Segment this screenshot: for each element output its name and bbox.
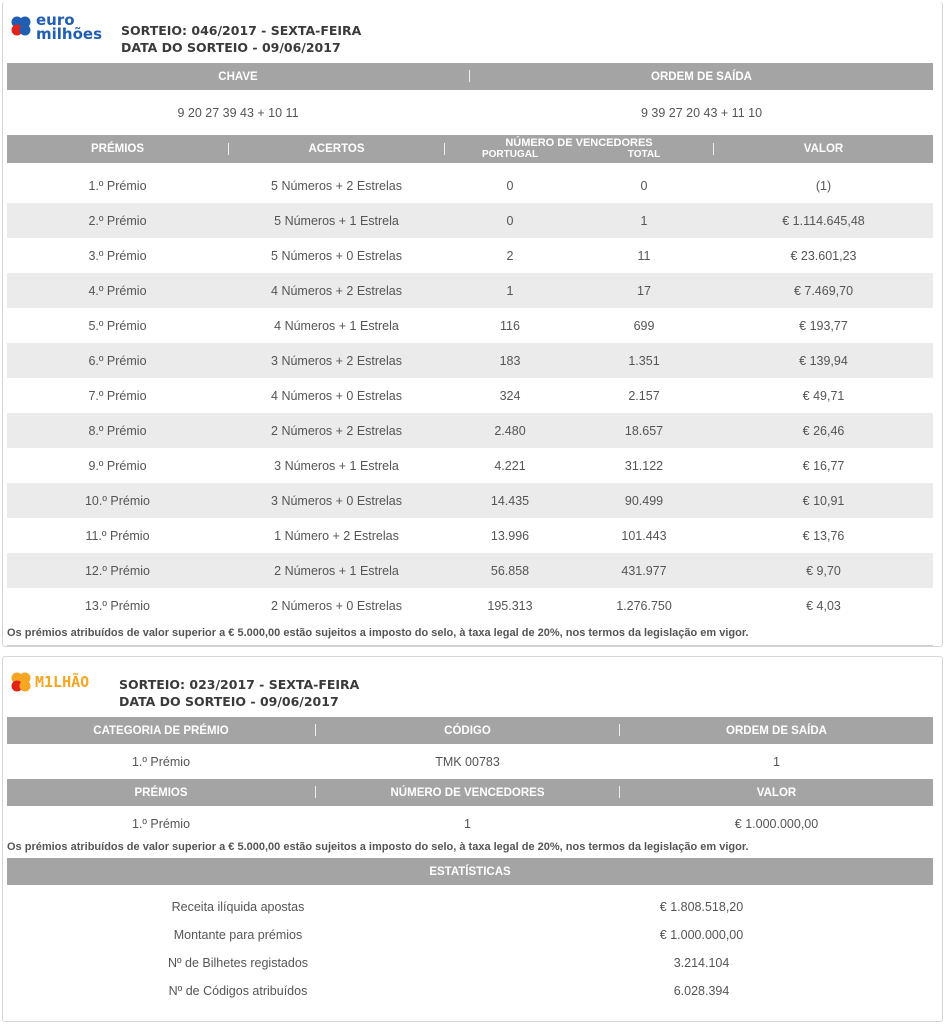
prize-matches: 2 Números + 2 Estrelas	[271, 423, 402, 438]
prize-winners-portugal: 2	[506, 248, 514, 263]
milhao-draw-info	[119, 676, 359, 710]
prize-name: 11.º Prémio	[85, 528, 150, 543]
stats-header-bar	[7, 858, 933, 885]
table-row	[7, 308, 933, 343]
prize-matches: 2 Números + 0 Estrelas	[271, 598, 402, 613]
prize-winners-portugal: 116	[500, 318, 520, 333]
milhao-prize-name: 1.º Prémio	[131, 817, 191, 831]
table-row	[7, 273, 933, 308]
codigo-header: CÓDIGO	[444, 724, 491, 737]
categoria-header: CATEGORIA DE PRÉMIO	[93, 724, 229, 737]
code-categoria: 1.º Prémio	[131, 755, 191, 769]
prize-matches: 3 Números + 1 Estrela	[274, 458, 399, 473]
prize-winners-portugal: 0	[506, 178, 514, 193]
table-row	[7, 483, 933, 518]
table-row	[7, 518, 933, 553]
prize-winners-total: 1.276.750	[616, 598, 672, 613]
prize-name: 13.º Prémio	[84, 598, 150, 613]
table-row	[7, 343, 933, 378]
draw-number: SORTEIO: 046/2017 - SEXTA-FEIRA	[121, 23, 362, 38]
code-value: TMK 00783	[435, 755, 500, 769]
prize-matches: 3 Números + 0 Estrelas	[271, 493, 402, 508]
table-row	[7, 413, 933, 448]
prize-name: 8.º Prémio	[88, 423, 147, 438]
prize-value: € 7.469,70	[793, 283, 854, 298]
prize-name: 10.º Prémio	[84, 493, 150, 508]
prize-winners-portugal: 1	[506, 283, 514, 298]
logo-text-bottom: milhões	[36, 25, 102, 43]
milhao-tax-note: Os prémios atribuídos de valor superior a € 5.000,00 estão sujeitos a imposto do selo, à taxa legal de 20%, nos termos da legislação em vigor.	[7, 841, 749, 853]
prize-name: 9.º Prémio	[88, 458, 147, 473]
prize-winners-total: 2.157	[628, 388, 660, 403]
stat-value: 6.028.394	[673, 984, 730, 998]
prize-value: € 1.114.645,48	[782, 213, 865, 228]
prize-name: 12.º Prémio	[84, 563, 150, 578]
prize-value: € 26,46	[802, 423, 845, 438]
prize-winners-total: 699	[633, 318, 655, 333]
prize-value: € 23.601,23	[790, 248, 857, 263]
prize-name: 5.º Prémio	[88, 318, 147, 333]
prize-winners-portugal: 14.435	[490, 493, 530, 508]
tax-note: Os prémios atribuídos de valor superior a € 5.000,00 estão sujeitos a imposto do selo, à taxa legal de 20%, nos termos da legislação em vigor.	[7, 627, 749, 639]
stat-label: Nº de Códigos atribuídos	[168, 984, 308, 998]
prize-winners-total: 31.122	[624, 458, 664, 473]
prize-winners-total: 1	[640, 213, 648, 228]
prize-matches: 2 Números + 1 Estrela	[274, 563, 399, 578]
prize-winners-portugal: 183	[499, 353, 521, 368]
prize-winners-portugal: 4.221	[494, 458, 526, 473]
prize-header-bar	[7, 135, 933, 163]
milhao-prize-winners: 1	[464, 817, 471, 831]
table-row	[7, 168, 933, 203]
milhao-logo-text: M1LHÃO	[35, 673, 90, 691]
prize-winners-portugal: 324	[499, 388, 521, 403]
prize-winners-total: 1.351	[628, 353, 660, 368]
milhao-premios-header: PRÉMIOS	[134, 786, 188, 799]
ordem-value: 9 39 27 20 43 + 11 10	[640, 106, 763, 120]
stat-value: € 1.000.000,00	[659, 928, 744, 942]
prize-value: € 13,76	[802, 528, 845, 543]
prize-winners-total: 11	[637, 248, 651, 263]
prize-name: 3.º Prémio	[88, 248, 147, 263]
euromilhoes-logo	[10, 13, 110, 45]
prize-winners-total: 101.443	[621, 528, 667, 543]
valor-header: VALOR	[803, 143, 844, 155]
prize-matches: 1 Número + 2 Estrelas	[274, 528, 399, 543]
prize-winners-portugal: 2.480	[494, 423, 526, 438]
table-row	[7, 448, 933, 483]
ordem-header: ORDEM DE SAÍDA	[651, 70, 752, 83]
acertos-header: ACERTOS	[308, 143, 365, 155]
prize-value: € 9,70	[806, 563, 841, 578]
prize-winners-portugal: 56.858	[490, 563, 530, 578]
prize-matches: 3 Números + 2 Estrelas	[271, 353, 402, 368]
prize-matches: 5 Números + 0 Estrelas	[271, 248, 402, 263]
prize-value: € 4,03	[806, 598, 841, 613]
total-header: TOTAL	[627, 148, 661, 160]
prize-value: € 10,91	[802, 493, 845, 508]
prize-matches: 4 Números + 2 Estrelas	[271, 283, 402, 298]
prize-matches: 4 Números + 1 Estrela	[274, 318, 399, 333]
prize-name: 4.º Prémio	[88, 283, 147, 298]
milhao-vencedores-header: NÚMERO DE VENCEDORES	[390, 786, 545, 799]
prize-name: 2.º Prémio	[88, 213, 147, 228]
clover-icon	[10, 15, 32, 39]
logo-text-top: euro	[36, 11, 75, 29]
prize-matches: 4 Números + 0 Estrelas	[271, 388, 402, 403]
stat-value: 3.214.104	[673, 956, 730, 970]
draw-info	[121, 22, 361, 56]
ordem-saida-header: ORDEM DE SAÍDA	[726, 724, 827, 737]
prize-value: (1)	[815, 178, 832, 193]
prize-value: € 139,94	[799, 353, 848, 368]
prize-winners-total: 90.499	[624, 493, 664, 508]
milhao-draw-date: DATA DO SORTEIO - 09/06/2017	[119, 694, 339, 709]
prize-winners-total: 431.977	[621, 563, 667, 578]
prize-winners-portugal: 0	[506, 213, 514, 228]
key-header-bar	[7, 63, 933, 90]
clover-icon	[10, 671, 32, 693]
table-row	[7, 588, 933, 623]
chave-header: CHAVE	[218, 70, 258, 83]
stat-value: € 1.808.518,20	[659, 900, 744, 914]
prize-winners-total: 17	[637, 283, 651, 298]
premios-header: PRÉMIOS	[90, 143, 145, 155]
milhao-prize-value: € 1.000.000,00	[734, 817, 819, 831]
prize-matches: 5 Números + 1 Estrela	[274, 213, 399, 228]
prize-name: 1.º Prémio	[88, 178, 147, 193]
prize-value: € 193,77	[799, 318, 848, 333]
prize-winners-total: 18.657	[624, 423, 664, 438]
vencedores-header: NÚMERO DE VENCEDORES	[505, 137, 653, 149]
table-row	[7, 553, 933, 588]
stats-header: ESTATÍSTICAS	[429, 865, 511, 878]
code-ordem: 1	[773, 755, 780, 769]
stat-label: Receita ilíquida apostas	[171, 900, 305, 914]
prize-value: € 16,77	[802, 458, 845, 473]
portugal-header: PORTUGAL	[481, 148, 539, 160]
prize-name: 7.º Prémio	[88, 388, 147, 403]
prize-winners-portugal: 195.313	[487, 598, 533, 613]
draw-date: DATA DO SORTEIO - 09/06/2017	[121, 40, 341, 55]
code-header-bar	[7, 717, 933, 744]
prize-value: € 49,71	[802, 388, 845, 403]
table-row	[7, 203, 933, 238]
milhao-valor-header: VALOR	[756, 786, 797, 799]
prize-winners-portugal: 13.996	[490, 528, 530, 543]
table-row	[7, 378, 933, 413]
milhao-draw-number: SORTEIO: 023/2017 - SEXTA-FEIRA	[119, 677, 360, 692]
prize-matches: 5 Números + 2 Estrelas	[271, 178, 402, 193]
chave-value: 9 20 27 39 43 + 10 11	[177, 106, 299, 120]
stat-label: Montante para prémios	[173, 928, 303, 942]
prize-winners-total: 0	[640, 178, 648, 193]
prize-name: 6.º Prémio	[88, 353, 147, 368]
table-row	[7, 238, 933, 273]
milhao-prize-header-bar	[7, 779, 933, 806]
stat-label: Nº de Bilhetes registados	[167, 956, 309, 970]
milhao-logo	[10, 671, 100, 695]
